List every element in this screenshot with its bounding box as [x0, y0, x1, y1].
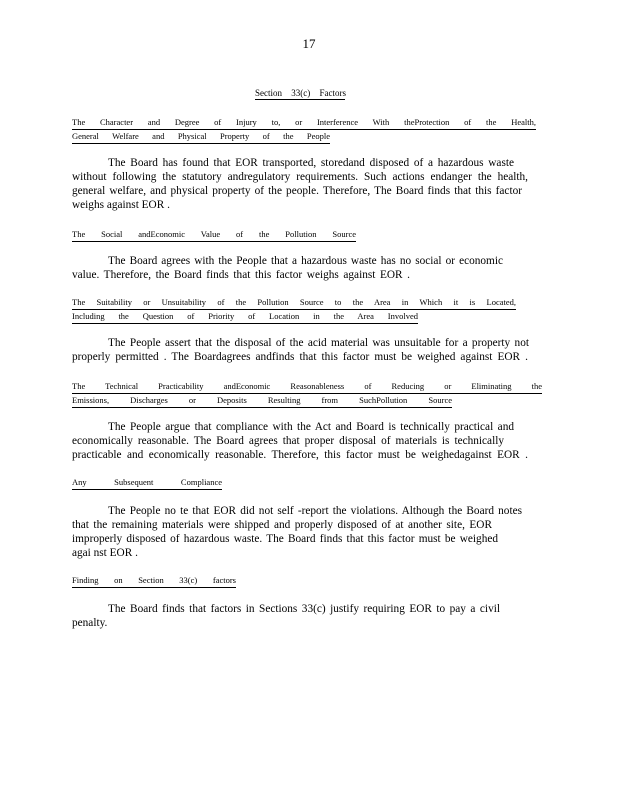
paragraph-line: weighs against EOR .: [72, 199, 170, 211]
paragraph-line: The Board finds that factors in Sections 33(c) justify requiring EOR to pay a civil: [108, 603, 500, 615]
paragraph-line: that the remaining materials were shipped and properly disposed of at another site, EOR: [72, 519, 492, 531]
heading-line: The Technical Practicability andEconomic Reasonableness of Reducing or Eliminating the: [72, 380, 542, 394]
paragraph-line: The People assert that the disposal of the acid material was unsuitable for a property not: [108, 337, 529, 349]
paragraph-finding: [72, 602, 528, 630]
paragraph-line: The Board has found that EOR transported, storedand disposed of a hazardous waste: [108, 157, 514, 169]
paragraph-line: practicable and economically reasonable. Therefore, this factor must be weighedagainst EOR .: [72, 449, 528, 461]
heading-character-and-degree: [72, 116, 536, 144]
heading-line: General Welfare and Physical Property of the People: [72, 130, 330, 144]
heading-line: Any Subsequent Compliance: [72, 476, 222, 490]
heading-line: Including the Question of Priority of Location in the Area Involved: [72, 310, 418, 324]
heading-line: The Social andEconomic Value of the Pollution Source: [72, 228, 356, 242]
paragraph-line: penalty.: [72, 617, 108, 629]
paragraph-line: without following the statutory andregulatory requirements. Such actions endanger the health,: [72, 171, 528, 183]
paragraph-line: value. Therefore, the Board finds that this factor weighs against EOR .: [72, 269, 410, 281]
heading-line: The Character and Degree of Injury to, or Interference With theProtection of the Health,: [72, 116, 536, 130]
paragraph-line: agai nst EOR .: [72, 547, 138, 559]
heading-line: Finding on Section 33(c) factors: [72, 574, 236, 588]
heading-line: Emissions, Discharges or Deposits Resulting from SuchPollution Source: [72, 394, 452, 408]
paragraph-line: improperly disposed of hazardous waste. The Board finds that this factor must be weighed: [72, 533, 498, 545]
heading-subsequent-compliance: [72, 476, 222, 490]
paragraph-technical-practicability: [72, 420, 528, 462]
paragraph-line: The People no te that EOR did not self -report the violations. Although the Board notes: [108, 505, 522, 517]
paragraph-character-and-degree: [72, 156, 528, 212]
paragraph-line: general welfare, and physical property of the people. Therefore, The Board finds that this factor: [72, 185, 522, 197]
paragraph-line: economically reasonable. The Board agrees that proper disposal of materials is technically: [72, 435, 504, 447]
section-title: Section 33(c) Factors: [255, 88, 346, 98]
page-number: 17: [302, 36, 316, 51]
heading-suitability: [72, 296, 516, 324]
heading-technical-practicability: [72, 380, 542, 408]
paragraph-suitability: [72, 336, 528, 364]
paragraph-social-and-economic: [72, 254, 528, 282]
heading-line: The Suitability or Unsuitability of the Pollution Source to the Area in Which it is Located,: [72, 296, 516, 310]
heading-social-and-economic: [72, 228, 356, 242]
paragraph-line: The People argue that compliance with the Act and Board is technically practical and: [108, 421, 514, 433]
paragraph-subsequent-compliance: [72, 504, 528, 560]
heading-finding: [72, 574, 236, 588]
paragraph-line: The Board agrees with the People that a hazardous waste has no social or economic: [108, 255, 503, 267]
paragraph-line: properly permitted . The Boardagrees andfinds that this factor must be weighed against EOR .: [72, 351, 528, 363]
